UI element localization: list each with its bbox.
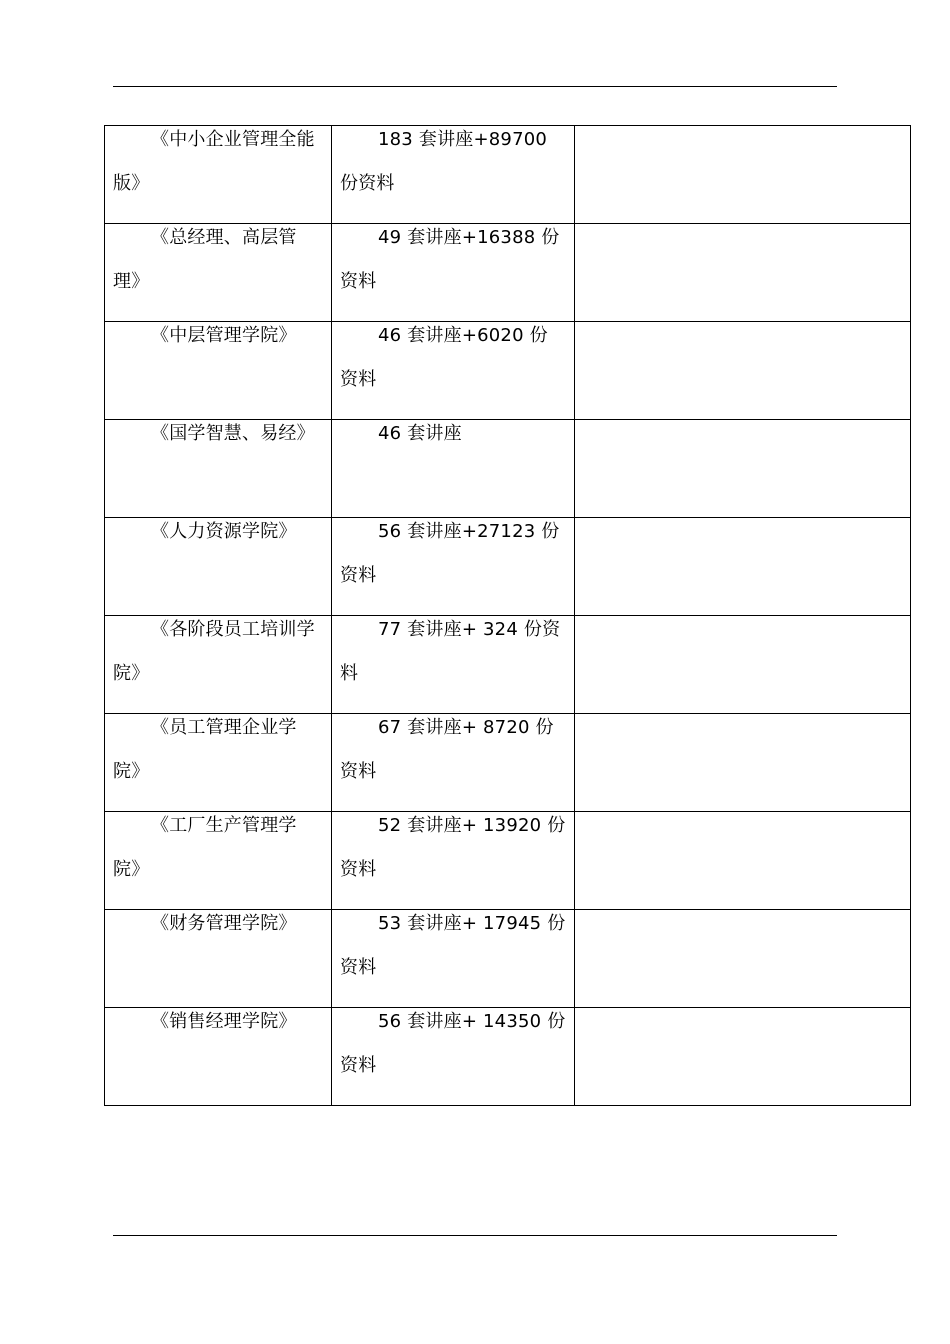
course-title-cell [105, 126, 332, 224]
table-row [105, 714, 911, 812]
course-content: 67 套讲座+ 8720 份资料 [340, 717, 554, 782]
course-content-cell [332, 224, 575, 322]
course-note-cell [575, 518, 911, 616]
table-row [105, 1008, 911, 1106]
course-title: 《中层管理学院》 [151, 325, 297, 346]
course-title-cell [105, 322, 332, 420]
course-title-cell [105, 518, 332, 616]
header-rule [113, 86, 837, 87]
course-content-cell [332, 1008, 575, 1106]
table-row [105, 224, 911, 322]
course-note-cell [575, 126, 911, 224]
table-row [105, 518, 911, 616]
course-title: 《国学智慧、易经》 [151, 423, 315, 444]
course-title-cell [105, 224, 332, 322]
course-note-cell [575, 322, 911, 420]
course-content-cell [332, 910, 575, 1008]
course-content-cell [332, 322, 575, 420]
course-note-cell [575, 910, 911, 1008]
course-title: 《人力资源学院》 [151, 521, 297, 542]
course-title: 《中小企业管理全能版》 [113, 129, 315, 194]
table-row [105, 812, 911, 910]
table-row [105, 616, 911, 714]
course-content: 183 套讲座+89700 份资料 [340, 129, 548, 194]
course-title: 《工厂生产管理学院》 [113, 815, 297, 880]
course-content: 49 套讲座+16388 份资料 [340, 227, 560, 292]
course-content-cell [332, 616, 575, 714]
course-title: 《销售经理学院》 [151, 1011, 297, 1032]
footer-rule [113, 1235, 837, 1236]
course-content-cell [332, 812, 575, 910]
course-content-cell [332, 420, 575, 518]
course-catalog-table [104, 125, 911, 1106]
course-note-cell [575, 420, 911, 518]
course-title: 《各阶段员工培训学院》 [113, 619, 315, 684]
course-note-cell [575, 714, 911, 812]
course-title: 《员工管理企业学院》 [113, 717, 297, 782]
table-row [105, 910, 911, 1008]
course-title: 《财务管理学院》 [151, 913, 297, 934]
course-note-cell [575, 224, 911, 322]
table-row [105, 420, 911, 518]
course-content: 77 套讲座+ 324 份资料 [340, 619, 561, 684]
course-title-cell [105, 420, 332, 518]
course-note-cell [575, 812, 911, 910]
course-title-cell [105, 1008, 332, 1106]
course-title: 《总经理、高层管理》 [113, 227, 297, 292]
course-content: 46 套讲座 [378, 423, 462, 444]
course-content: 53 套讲座+ 17945 份资料 [340, 913, 566, 978]
course-title-cell [105, 910, 332, 1008]
course-content-cell [332, 126, 575, 224]
course-note-cell [575, 616, 911, 714]
course-content: 56 套讲座+ 14350 份资料 [340, 1011, 566, 1076]
course-content: 52 套讲座+ 13920 份资料 [340, 815, 566, 880]
course-title-cell [105, 714, 332, 812]
course-title-cell [105, 616, 332, 714]
course-content: 46 套讲座+6020 份资料 [340, 325, 548, 390]
table-row [105, 126, 911, 224]
course-content: 56 套讲座+27123 份资料 [340, 521, 560, 586]
course-content-cell [332, 714, 575, 812]
course-note-cell [575, 1008, 911, 1106]
course-content-cell [332, 518, 575, 616]
course-title-cell [105, 812, 332, 910]
table-row [105, 322, 911, 420]
